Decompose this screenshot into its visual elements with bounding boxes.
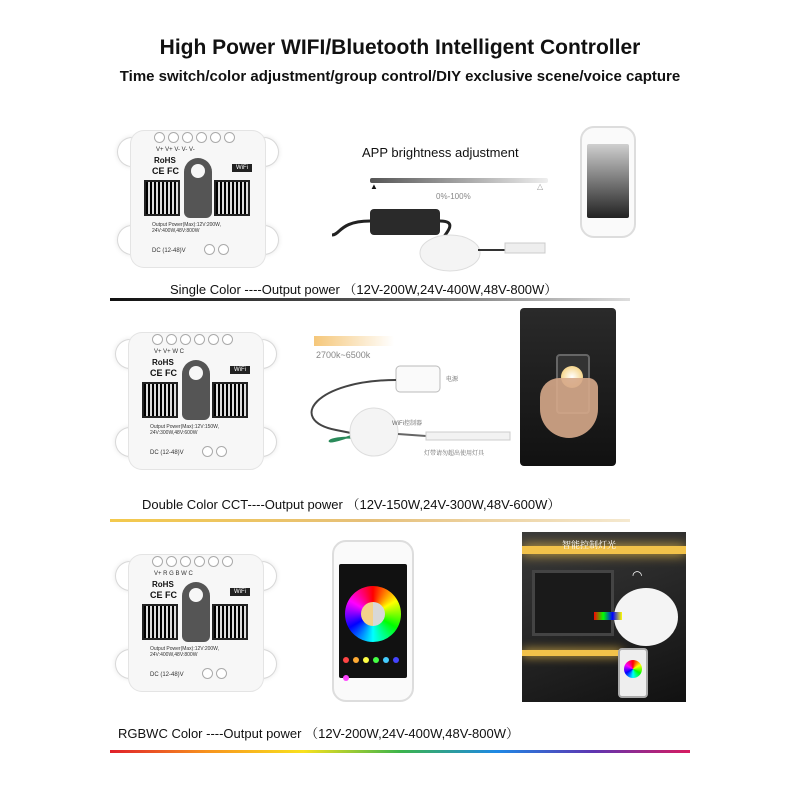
power-adapter bbox=[370, 209, 440, 235]
hand-holding-phone-photo bbox=[520, 308, 616, 466]
qr-code-icon bbox=[144, 180, 180, 216]
mounting-slot bbox=[182, 582, 210, 642]
rohs-label: RoHS bbox=[154, 156, 176, 165]
qr-code-icon bbox=[212, 382, 248, 418]
qr-code-icon bbox=[142, 604, 178, 640]
smartphone-color-wheel bbox=[332, 540, 414, 702]
board-pin-labels: V+ R G B W C bbox=[154, 571, 193, 577]
scene-label: 智能控制灯光 bbox=[562, 540, 617, 550]
slider-high-icon: △ bbox=[537, 182, 544, 191]
wiring-diagram-single bbox=[330, 195, 570, 275]
qr-code-icon bbox=[142, 382, 178, 418]
wiring-diagram-cct bbox=[296, 360, 518, 470]
rohs-label: RoHS bbox=[152, 580, 174, 589]
page-subtitle: Time switch/color adjustment/group control/DIY exclusive scene/voice capture bbox=[119, 68, 681, 85]
divider-line bbox=[110, 519, 630, 522]
divider-line bbox=[110, 298, 630, 301]
diagram-power-label: 电源 bbox=[446, 377, 459, 383]
board-pin-labels: V+ V+ V- V- V- bbox=[156, 147, 195, 153]
controller-board-cct bbox=[116, 326, 276, 476]
wifi-badge: WiFi bbox=[232, 164, 252, 172]
board-spec: Output Power(Max):12V:200W, 24V:400W,48V:800W bbox=[150, 646, 220, 658]
app-brightness-label: APP brightness adjustment bbox=[362, 145, 519, 160]
color-wheel-icon bbox=[345, 586, 401, 642]
wifi-badge: WiFi bbox=[230, 588, 250, 596]
cct-gradient-bar bbox=[314, 336, 394, 346]
board-spec: Output Power(Max):12V:200W, 24V:400W,48V:800W bbox=[152, 222, 222, 234]
ce-fc-label: CE FC bbox=[150, 590, 177, 600]
rohs-label: RoHS bbox=[152, 358, 174, 367]
page-title: High Power WIFI/Bluetooth Intelligent Controller bbox=[159, 36, 641, 59]
brightness-slider bbox=[370, 178, 548, 183]
ce-fc-label: CE FC bbox=[152, 166, 179, 176]
slider-low-icon: ▲ bbox=[370, 182, 378, 191]
led-controller-puck bbox=[420, 235, 480, 271]
led-controller-puck bbox=[350, 408, 398, 456]
qr-code-icon bbox=[214, 180, 250, 216]
smartphone-app-single bbox=[580, 126, 636, 238]
board-dc: DC (12-48)V bbox=[150, 450, 184, 456]
controller-board-rgbwc bbox=[116, 548, 276, 698]
wifi-badge: WiFi bbox=[230, 366, 250, 374]
qr-code-icon bbox=[212, 604, 248, 640]
caption-double-color: Double Color CCT----Output power （12V-150W,24V-300W,48V-600W） bbox=[142, 497, 561, 512]
wifi-signal-icon: ◠ bbox=[632, 568, 643, 582]
controller-board-single bbox=[118, 124, 278, 274]
caption-rgbwc-color: RGBWC Color ----Output power （12V-200W,24V-400W,48V-800W） bbox=[118, 726, 519, 741]
mounting-slot bbox=[184, 158, 212, 218]
ce-fc-label: CE FC bbox=[150, 368, 177, 378]
divider-line-rainbow bbox=[110, 750, 690, 753]
board-spec: Output Power(Max):12V:150W, 24V:300W,48V:600W bbox=[150, 424, 220, 436]
living-room-scene-photo bbox=[522, 532, 686, 702]
led-strip bbox=[426, 432, 510, 440]
diagram-controller-label: WiFi控制器 bbox=[392, 421, 422, 427]
board-dc: DC (12-48)V bbox=[152, 248, 186, 254]
diagram-strip-label: 灯带请勿超出使用灯具 bbox=[424, 451, 485, 457]
mounting-slot bbox=[182, 360, 210, 420]
caption-single-color: Single Color ----Output power （12V-200W,24V-400W,48V-800W） bbox=[170, 282, 558, 297]
led-strip bbox=[505, 243, 545, 253]
slider-range: 0%-100% bbox=[436, 192, 471, 201]
cct-range: 2700k~6500k bbox=[316, 350, 371, 360]
board-pin-labels: V+ V+ W C bbox=[154, 349, 185, 355]
board-dc: DC (12-48)V bbox=[150, 672, 184, 678]
